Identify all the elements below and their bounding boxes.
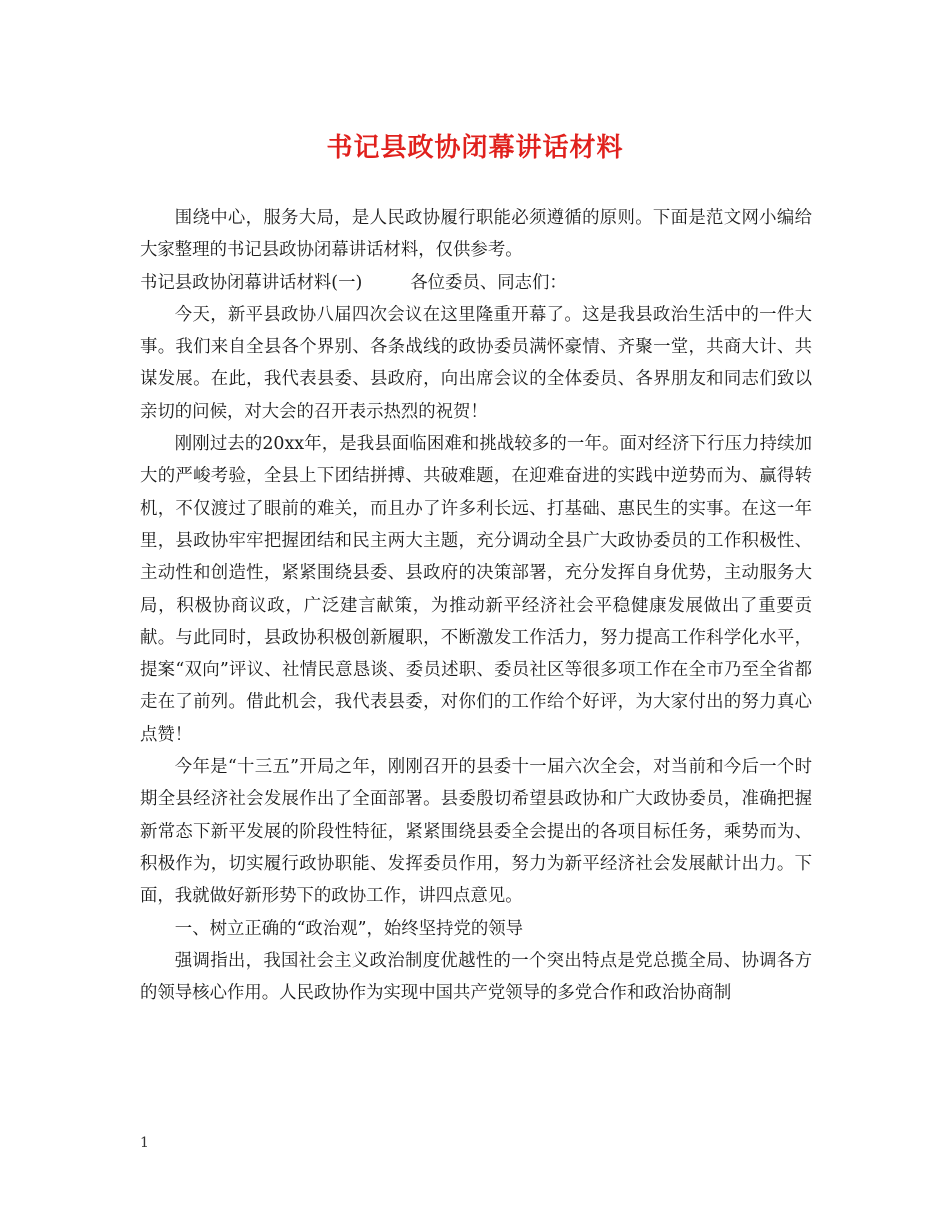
- document-body: [140, 202, 812, 1009]
- page-number: 1: [140, 1135, 149, 1151]
- body-paragraph-opening: 今天，新平县政协八届四次会议在这里隆重开幕了。这是我县政治生活中的一件大事。我们来自全县各个界别、各条战线的政协委员满怀豪情、齐聚一堂，共商大计、共谋发展。在此，我代表县委、县政府，向出席会议的全体委员、各界朋友和同志们致以亲切的问候，对大会的召开表示热烈的祝贺！: [140, 304, 812, 422]
- section-subtitle: 书记县政协闭幕讲话材料(一): [140, 272, 363, 293]
- intro-paragraph: 围绕中心，服务大局，是人民政协履行职能必须遵循的原则。下面是范文网小编给大家整理的书记县政协闭幕讲话材料，仅供参考。: [140, 208, 812, 261]
- body-paragraph-review: 刚刚过去的20xx年，是我县面临困难和挑战较多的一年。面对经济下行压力持续加大的严峻考验，全县上下团结拼搏、共破难题，在迎难奋进的实践中逆势而为、赢得转机，不仅渡过了眼前的难关，而且办了许多利长远、打基础、惠民生的实事。在这一年里，县政协牢牢把握团结和民主两大主题，充分调动全县广大政协委员的工作积极性、主动性和创造性，紧紧围绕县委、县政府的决策部署，充分发挥自身优势，主动服务大局，积极协商议政，广泛建言献策，为推动新平经济社会平稳健康发展做出了重要贡献。与此同时，县政协积极创新履职，不断激发工作活力，努力提高工作科学化水平，提案“双向”评议、社情民意恳谈、委员述职、委员社区等很多项工作在全市乃至全省都走在了前列。借此机会，我代表县委，对你们的工作给个好评，为大家付出的努力真心点赞！: [140, 434, 812, 745]
- body-paragraph-emphasis: 强调指出，我国社会主义政治制度优越性的一个突出特点是党总揽全局、协调各方的领导核心作用。人民政协作为实现中国共产党领导的多党合作和政治协商制: [140, 950, 812, 1004]
- document-title: 书记县政协闭幕讲话材料: [326, 133, 624, 163]
- section-heading-line: [140, 267, 812, 299]
- salutation: 各位委员、同志们：: [410, 272, 567, 293]
- section-heading-one: 一、树立正确的“政治观”，始终坚持党的领导: [174, 918, 524, 939]
- body-paragraph-plan: 今年是“十三五”开局之年，刚刚召开的县委十一届六次全会，对当前和今后一个时期全县经济社会发展作出了全面部署。县委殷切希望县政协和广大政协委员，准确把握新常态下新平发展的阶段性特征，紧紧围绕县委全会提出的各项目标任务，乘势而为、积极作为，切实履行政协职能、发挥委员作用，努力为新平经济社会发展献计出力。下面，我就做好新形势下的政协工作，讲四点意见。: [140, 757, 812, 907]
